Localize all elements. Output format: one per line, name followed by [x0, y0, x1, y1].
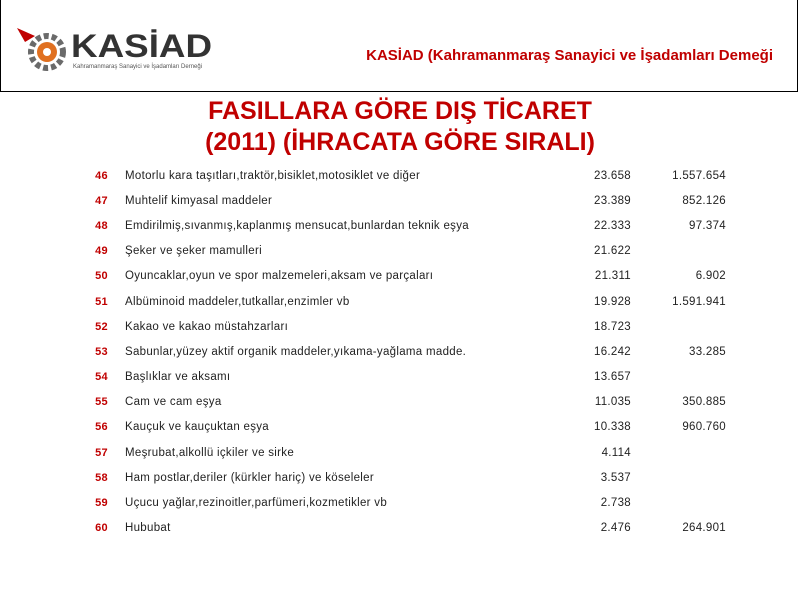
description-cell: Şeker ve şeker mamulleri [125, 245, 262, 258]
value-cell: 852.126 [682, 194, 726, 207]
value-cell: 97.374 [689, 219, 726, 232]
kasiad-logo [15, 22, 225, 78]
value-cell: 1.557.654 [672, 169, 726, 182]
value-cell: 6.902 [695, 270, 726, 283]
value-cell: 19.928 [594, 295, 631, 308]
rank-cell: 46 [95, 169, 108, 182]
logo-tagline: Kahramanmaraş Sanayici ve İşadamları Derneği [73, 64, 203, 70]
description-cell: Cam ve cam eşya [125, 396, 222, 409]
table-row [78, 339, 726, 364]
value-cell: 960.760 [682, 421, 726, 434]
value-cell: 23.658 [594, 169, 631, 182]
rank-cell: 50 [95, 270, 108, 283]
rank-cell: 49 [95, 245, 108, 258]
organization-title: KASİAD (Kahramanmaraş Sanayici ve İşadamları Demeği [366, 47, 773, 64]
value-cell: 13.657 [594, 371, 631, 384]
description-cell: Meşrubat,alkollü içkiler ve sirke [125, 446, 295, 459]
value-cell: 33.285 [689, 345, 726, 358]
rank-cell: 47 [95, 194, 108, 207]
gear-icon [15, 22, 75, 78]
value-cell: 1.591.941 [672, 295, 726, 308]
description-cell: Uçucu yağlar,rezinoitler,parfümeri,kozmetikler vb [125, 497, 388, 510]
value-cell: 23.389 [594, 194, 631, 207]
rank-cell: 48 [95, 219, 108, 232]
rank-cell: 54 [95, 371, 108, 384]
table-row [78, 390, 726, 415]
page-title [0, 96, 800, 158]
table-row [78, 440, 726, 465]
value-cell: 2.738 [600, 497, 631, 510]
description-cell: Kauçuk ve kauçuktan eşya [125, 421, 270, 434]
value-cell: 10.338 [594, 421, 631, 434]
value-cell: 4.114 [601, 446, 631, 459]
trade-table [78, 163, 726, 541]
description-cell: Albüminoid maddeler,tutkallar,enzimler vb [125, 295, 350, 308]
table-row [78, 213, 726, 238]
value-cell: 3.537 [600, 471, 631, 484]
value-cell: 264.901 [682, 522, 726, 535]
title-line-1: FASILLARA GÖRE DIŞ TİCARET [208, 97, 592, 125]
description-cell: Ham postlar,deriler (kürkler hariç) ve köseleler [125, 471, 374, 484]
rank-cell: 51 [95, 295, 108, 308]
value-cell: 21.311 [594, 270, 631, 283]
rank-cell: 56 [95, 421, 108, 434]
table-row [78, 264, 726, 289]
rank-cell: 59 [95, 497, 108, 510]
description-cell: Motorlu kara taşıtları,traktör,bisiklet,motosiklet ve diğer [125, 169, 421, 182]
rank-cell: 55 [95, 396, 108, 409]
value-cell [631, 365, 726, 390]
description-cell: Emdirilmiş,sıvanmış,kaplanmış mensucat,bunlardan teknik eşya [125, 219, 469, 232]
table-row [78, 516, 726, 541]
value-cell: 21.622 [594, 245, 631, 258]
description-cell: Sabunlar,yüzey aktif organik maddeler,yıkama-yağlama madde. [125, 345, 467, 358]
description-cell: Oyuncaklar,oyun ve spor malzemeleri,aksam ve parçaları [125, 270, 434, 283]
value-cell [631, 239, 726, 264]
value-cell [631, 440, 726, 465]
header-banner [0, 0, 798, 92]
table-row [78, 163, 726, 188]
title-line-2: (2011) (İHRACATA GÖRE SIRALI) [205, 128, 595, 156]
value-cell: 22.333 [594, 219, 631, 232]
table-row [78, 239, 726, 264]
logo-wordmark: KASİAD [71, 28, 213, 64]
table-row [78, 415, 726, 440]
table-row [78, 465, 726, 490]
table-row [78, 289, 726, 314]
table-row [78, 490, 726, 515]
description-cell: Kakao ve kakao müstahzarları [125, 320, 289, 333]
table-row [78, 188, 726, 213]
value-cell: 350.885 [682, 396, 726, 409]
rank-cell: 53 [95, 345, 108, 358]
value-cell [631, 314, 726, 339]
table-row [78, 365, 726, 390]
value-cell [631, 465, 726, 490]
value-cell: 2.476 [600, 522, 631, 535]
value-cell: 18.723 [594, 320, 631, 333]
value-cell: 11.035 [594, 396, 631, 409]
table-row [78, 314, 726, 339]
description-cell: Başlıklar ve aksamı [125, 371, 231, 384]
value-cell [631, 490, 726, 515]
description-cell: Hububat [125, 522, 171, 535]
rank-cell: 52 [95, 320, 108, 333]
rank-cell: 60 [95, 522, 108, 535]
rank-cell: 57 [95, 446, 108, 459]
rank-cell: 58 [95, 471, 108, 484]
value-cell: 16.242 [594, 345, 631, 358]
description-cell: Muhtelif kimyasal maddeler [125, 194, 273, 207]
